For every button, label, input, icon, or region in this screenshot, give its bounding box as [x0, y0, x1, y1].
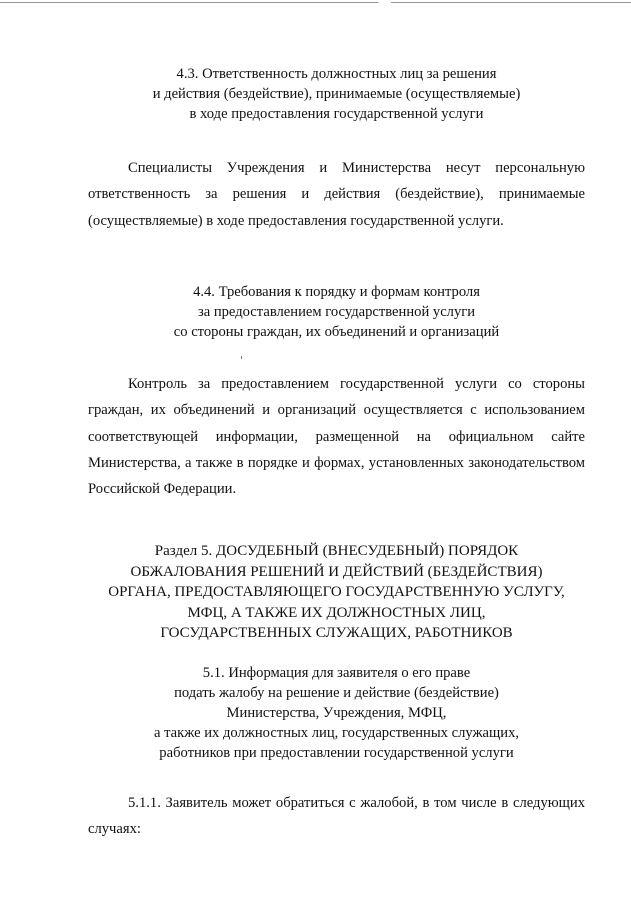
heading-line: со стороны граждан, их объединений и организаций [173, 324, 500, 340]
paragraph-5-1-1 [88, 790, 585, 843]
heading-line: 4.4. Требования к порядку и формам контроля [193, 284, 480, 300]
heading-4-4 [88, 282, 585, 342]
heading-line: 5.1. Информация для заявителя о его праве [202, 665, 471, 681]
heading-line: работников при предоставлении государственной услуги [159, 745, 514, 761]
scan-edge-line [0, 2, 631, 3]
paragraph-line: Контроль за предоставлением государственной услуги со стороны [128, 376, 585, 392]
paragraph-line: 5.1.1. Заявитель может обратиться с жалобой, в том числе в следующих [128, 795, 585, 811]
title-line: Раздел 5. ДОСУДЕБНЫЙ (ВНЕСУДЕБНЫЙ) ПОРЯДОК [154, 543, 519, 559]
paragraph-line: случаях: [88, 821, 141, 838]
paragraph-line: Специалисты Учреждения и Министерства несут персональную [128, 160, 585, 176]
title-line: ГОСУДАРСТВЕННЫХ СЛУЖАЩИХ, РАБОТНИКОВ [160, 625, 513, 641]
heading-line: за предоставлением государственной услуги [197, 304, 476, 320]
heading-line: 4.3. Ответственность должностных лиц за решения [176, 66, 497, 82]
paragraph-line: (осуществляемые) в ходе предоставления государственной услуги. [88, 212, 504, 229]
paragraph-line: граждан, их объединений и организаций осуществляется с использованием [88, 402, 585, 419]
heading-line: и действия (бездействие), принимаемые (осуществляемые) [152, 86, 521, 102]
paragraph-line: соответствующей информации, размещенной на официальном сайте [88, 428, 585, 445]
paragraph-4-3 [88, 155, 585, 234]
heading-5-1 [88, 663, 585, 763]
heading-line: в ходе предоставления государственной услуги [189, 106, 484, 122]
heading-line: Министерства, Учреждения, МФЦ, [226, 705, 447, 721]
title-line: ОБЖАЛОВАНИЯ РЕШЕНИЙ И ДЕЙСТВИЙ (БЕЗДЕЙСТВИЯ) [130, 563, 543, 580]
heading-line: подать жалобу на решение и действие (бездействие) [174, 685, 499, 701]
section-5-title [88, 541, 585, 644]
title-line: ОРГАНА, ПРЕДОСТАВЛЯЮЩЕГО ГОСУДАРСТВЕННУЮ УСЛУГУ, [108, 584, 565, 600]
paragraph-4-4 [88, 371, 585, 502]
heading-line: а также их должностных лиц, государственных служащих, [153, 725, 520, 741]
scan-speck [241, 356, 242, 359]
paragraph-line: ответственность за решения и действия (бездействие), принимаемые [88, 186, 585, 203]
paragraph-line: Министерства, а также в порядке и формах, установленных законодательством [88, 454, 585, 471]
paragraph-line: Российской Федерации. [88, 481, 237, 498]
title-line: МФЦ, А ТАКЖЕ ИХ ДОЛЖНОСТНЫХ ЛИЦ, [187, 604, 486, 621]
heading-4-3 [88, 64, 585, 124]
